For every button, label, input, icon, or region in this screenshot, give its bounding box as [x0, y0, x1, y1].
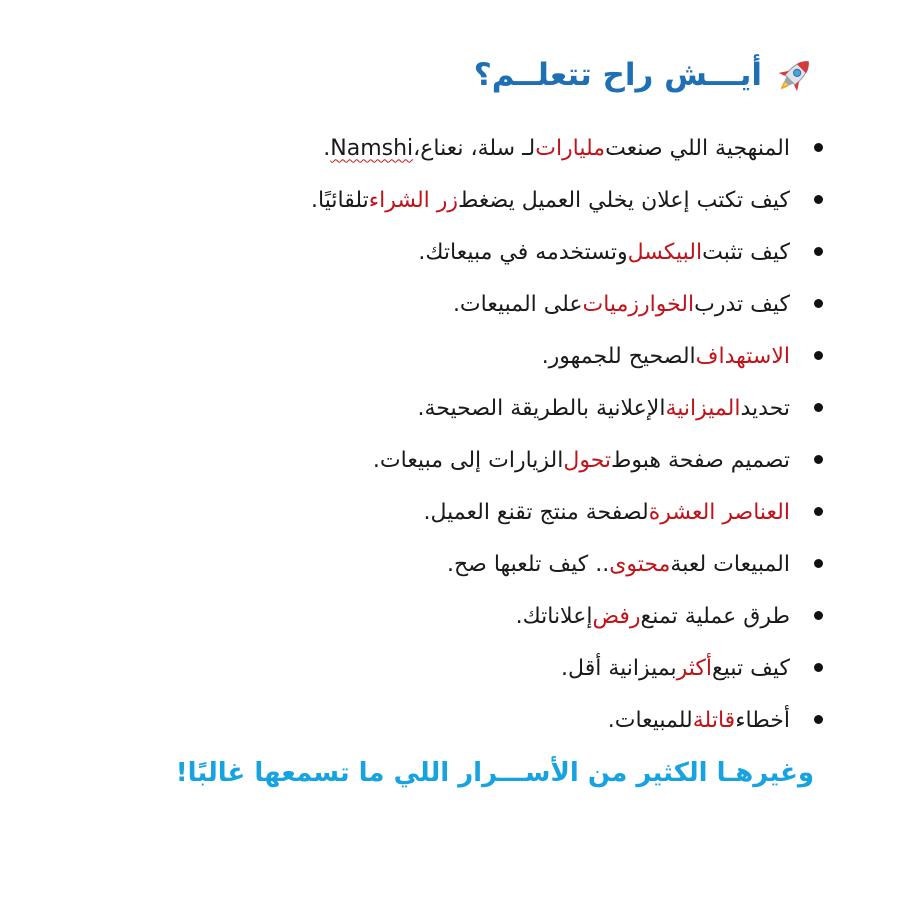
bullet-icon: [814, 455, 823, 464]
item-text: .. كيف تلعبها صح.: [446, 551, 610, 577]
item-text: المبيعات لعبة: [670, 551, 790, 577]
item-text: .: [323, 135, 331, 161]
list-item: [453, 284, 790, 324]
item-text: إعلاناتك.: [515, 603, 593, 629]
list-item: [418, 388, 790, 428]
item-text: على المبيعات.: [452, 291, 583, 317]
item-text: المنهجية اللي صنعت: [605, 135, 790, 161]
list-item: [542, 336, 790, 376]
item-text: للمبيعات.: [607, 707, 693, 733]
item-text: كيف تدرب: [694, 291, 790, 317]
highlight-text: مليارات: [535, 135, 606, 161]
bullet-icon: [814, 611, 823, 620]
list-item: [608, 700, 790, 740]
bullet-icon: [814, 663, 823, 672]
item-text: تصميم صفحة هبوط: [611, 447, 790, 473]
item-text: Namshi: [330, 135, 414, 161]
item-text: كيف تثبت: [702, 239, 790, 265]
bullet-icon: [814, 559, 823, 568]
bullet-icon: [814, 247, 823, 256]
item-text: أخطاء: [735, 707, 790, 733]
section-heading: [474, 52, 818, 98]
bullet-icon: [814, 507, 823, 516]
highlight-text: زر الشراء: [368, 187, 459, 213]
item-text: وتستخدمه في مبيعاتك.: [418, 239, 628, 265]
item-text: طرق عملية تمنع: [640, 603, 790, 629]
highlight-text: الاستهداف: [695, 343, 790, 369]
list-item: [373, 440, 790, 480]
list-item: [423, 492, 790, 532]
rocket-icon: [772, 52, 818, 98]
highlight-text: العناصر العشرة: [648, 499, 790, 525]
list-item: [418, 232, 790, 272]
highlight-text: الميزانية: [665, 395, 741, 421]
list-item: [311, 180, 790, 220]
highlight-text: تحول: [563, 447, 612, 473]
list-item: [323, 128, 790, 168]
item-text: الإعلانية بالطريقة الصحيحة.: [417, 395, 666, 421]
item-text: لصفحة منتج تقنع العميل.: [423, 499, 649, 525]
highlight-text: الخوارزميات: [582, 291, 695, 317]
bullet-icon: [814, 715, 823, 724]
item-text: كيف تبيع: [712, 655, 790, 681]
highlight-text: محتوى: [609, 551, 671, 577]
bullet-icon: [814, 143, 823, 152]
item-text: تلقائيًا.: [311, 187, 369, 213]
highlight-text: رفض: [592, 603, 641, 629]
highlight-text: قاتلة: [692, 707, 736, 733]
item-text: تحديد: [740, 395, 790, 421]
item-text: الزيارات إلى مبيعات.: [372, 447, 564, 473]
item-text: الصحيح للجمهور.: [541, 343, 696, 369]
item-text: لـ سلة، نعناع،: [413, 135, 536, 161]
bullet-icon: [814, 351, 823, 360]
bullet-icon: [814, 403, 823, 412]
heading-title: أيـــش راح تتعلــم؟: [473, 56, 762, 93]
list-item: [561, 648, 790, 688]
item-text: بميزانية أقل.: [561, 655, 677, 681]
highlight-text: أكثر: [676, 655, 712, 681]
footer-tagline: وغيرهـا الكثير من الأســـرار اللي ما تسمعها غالبًا!: [175, 758, 814, 788]
bullet-icon: [814, 195, 823, 204]
bullet-icon: [814, 299, 823, 308]
list-item: [447, 544, 790, 584]
list-item: [516, 596, 790, 636]
item-text: كيف تكتب إعلان يخلي العميل يضغط: [458, 187, 790, 213]
highlight-text: البيكسل: [627, 239, 703, 265]
